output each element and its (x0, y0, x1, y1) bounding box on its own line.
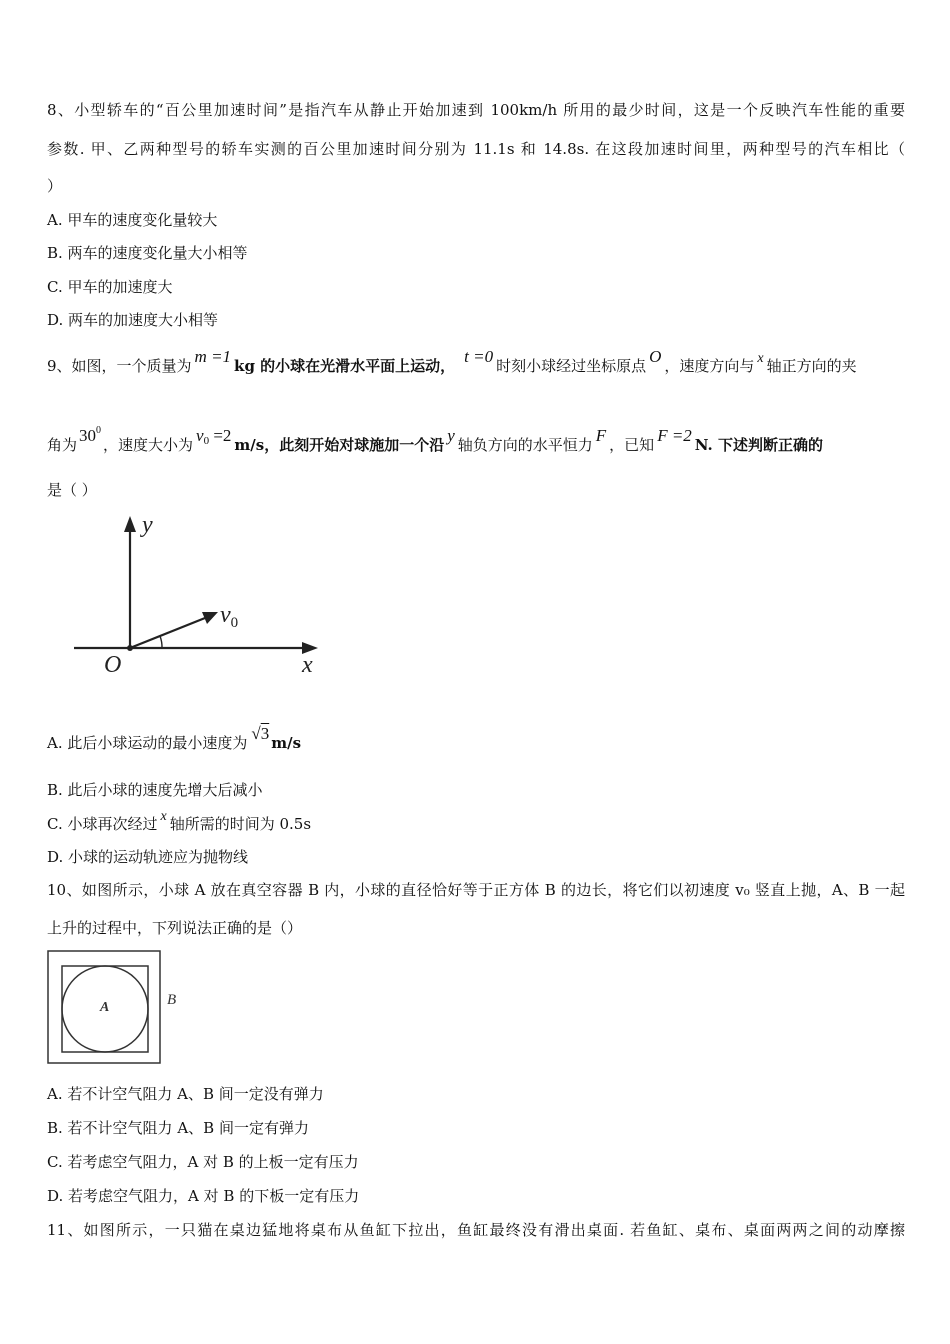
q9-text: ，速度大小为 (103, 436, 194, 454)
q9-text: kg 的小球在光滑水平面上运动， (234, 357, 456, 375)
q9-text: 轴正方向的夹 (766, 357, 857, 375)
velocity-label-sub: 0 (230, 615, 239, 631)
q9-angle-formula (77, 426, 103, 445)
q9-text: 轴负方向的水平恒力 (457, 436, 593, 454)
q9-text: ，已知 (609, 436, 655, 454)
q9-velocity-symbol: v (196, 426, 204, 445)
sqrt-3: √3 (251, 724, 270, 743)
q9-text: 9、如图，一个质量为 (47, 357, 192, 375)
q8-option-d: D. 两车的加速度大小相等 (47, 311, 219, 329)
q10-stem-line-1: 10、如图所示，小球 A 放在真空容器 B 内，小球的直径恰好等于正方体 B 的边长，将它们以初速度 v₀ 竖直上抛，A、B 一起 (47, 881, 905, 899)
q9-option-c (47, 809, 312, 836)
q10-figure-ball-in-box (46, 948, 196, 1068)
q9-text: 角为 (47, 436, 78, 454)
q10-option-a: A. 若不计空气阻力 A、B 间一定没有弹力 (47, 1085, 324, 1103)
sqrt-radicand: 3 (260, 724, 270, 743)
q8-option-b: B. 两车的速度变化量大小相等 (47, 244, 248, 262)
q9-option-c-x: x (160, 809, 167, 824)
q8-option-c: C. 甲车的加速度大 (47, 278, 173, 296)
q9-velocity-value: =2 (209, 426, 232, 445)
q9-angle-degree: 0 (96, 425, 102, 436)
q10-option-c: C. 若考虑空气阻力，A 对 B 的上板一定有压力 (47, 1153, 359, 1171)
ball-a-label: A (100, 1000, 110, 1015)
q9-angle-value: 30 (79, 426, 97, 445)
q9-option-d: D. 小球的运动轨迹应为抛物线 (47, 848, 249, 866)
y-axis-label: y (142, 512, 153, 538)
q10-option-b: B. 若不计空气阻力 A、B 间一定有弹力 (47, 1119, 309, 1137)
q9-stem-line-3: 是（ ） (47, 481, 97, 499)
q9-figure-axes (70, 510, 330, 680)
q8-stem-line-2: 参数. 甲、乙两种型号的轿车实测的百公里加速时间分别为 11.1s 和 14.8s. 在这段加速时间里，两种型号的汽车相比（ (47, 140, 905, 158)
q9-x-symbol: x (757, 351, 764, 366)
angle-arc (160, 636, 162, 648)
q9-velocity-formula (193, 426, 234, 445)
velocity-label-v: v (220, 602, 231, 628)
velocity-label (220, 602, 238, 631)
q9-mass-formula: m =1 (194, 347, 232, 366)
q10-option-d: D. 若考虑空气阻力，A 对 B 的下板一定有压力 (47, 1187, 360, 1205)
q9-force-formula: F =2 (657, 426, 692, 445)
q9-stem-line-2 (47, 425, 823, 460)
q9-option-c-text: C. 小球再次经过 (47, 815, 158, 833)
box-b-label: B (167, 992, 177, 1008)
q9-y-symbol: y (447, 426, 455, 445)
q8-option-a: A. 甲车的速度变化量较大 (47, 211, 218, 229)
q9-option-a (47, 724, 302, 753)
q9-time-formula: t =0 (464, 347, 494, 366)
origin-point (127, 645, 133, 651)
q10-stem-line-2: 上升的过程中，下列说法正确的是（） (47, 919, 303, 937)
q9-option-b: B. 此后小球的速度先增大后减小 (47, 781, 263, 799)
q9-option-a-unit: m/s (271, 734, 302, 752)
x-axis-label: x (302, 652, 313, 678)
q8-stem-line-1: 8、小型轿车的“百公里加速时间”是指汽车从静止开始加速到 100km/h 所用的最少时间，这是一个反映汽车性能的重要 (47, 101, 905, 119)
q9-text: N. 下述判断正确的 (694, 436, 823, 454)
q11-stem-line-1: 11、如图所示，一只猫在桌边猛地将桌布从鱼缸下拉出，鱼缸最终没有滑出桌面. 若鱼缸、桌布、桌面两两之间的动摩擦 (47, 1221, 905, 1239)
q9-stem-line-1 (47, 347, 857, 378)
q9-option-a-text: A. 此后小球运动的最小速度为 (47, 734, 248, 752)
origin-label: O (104, 652, 122, 678)
y-axis-arrowhead (124, 516, 136, 532)
q9-text: m/s，此刻开始对球施加一个沿 (234, 436, 445, 454)
q9-origin-symbol: O (649, 347, 662, 366)
q9-text: 时刻小球经过坐标原点 (496, 357, 647, 375)
q8-stem-line-3: ） (47, 177, 63, 195)
q9-option-c-text-2: 轴所需的时间为 0.5s (169, 815, 312, 833)
q9-force-symbol: F (595, 426, 607, 445)
q9-velocity-subscript: 0 (203, 435, 210, 447)
velocity-vector (130, 616, 210, 648)
q9-text: ，速度方向与 (664, 357, 755, 375)
